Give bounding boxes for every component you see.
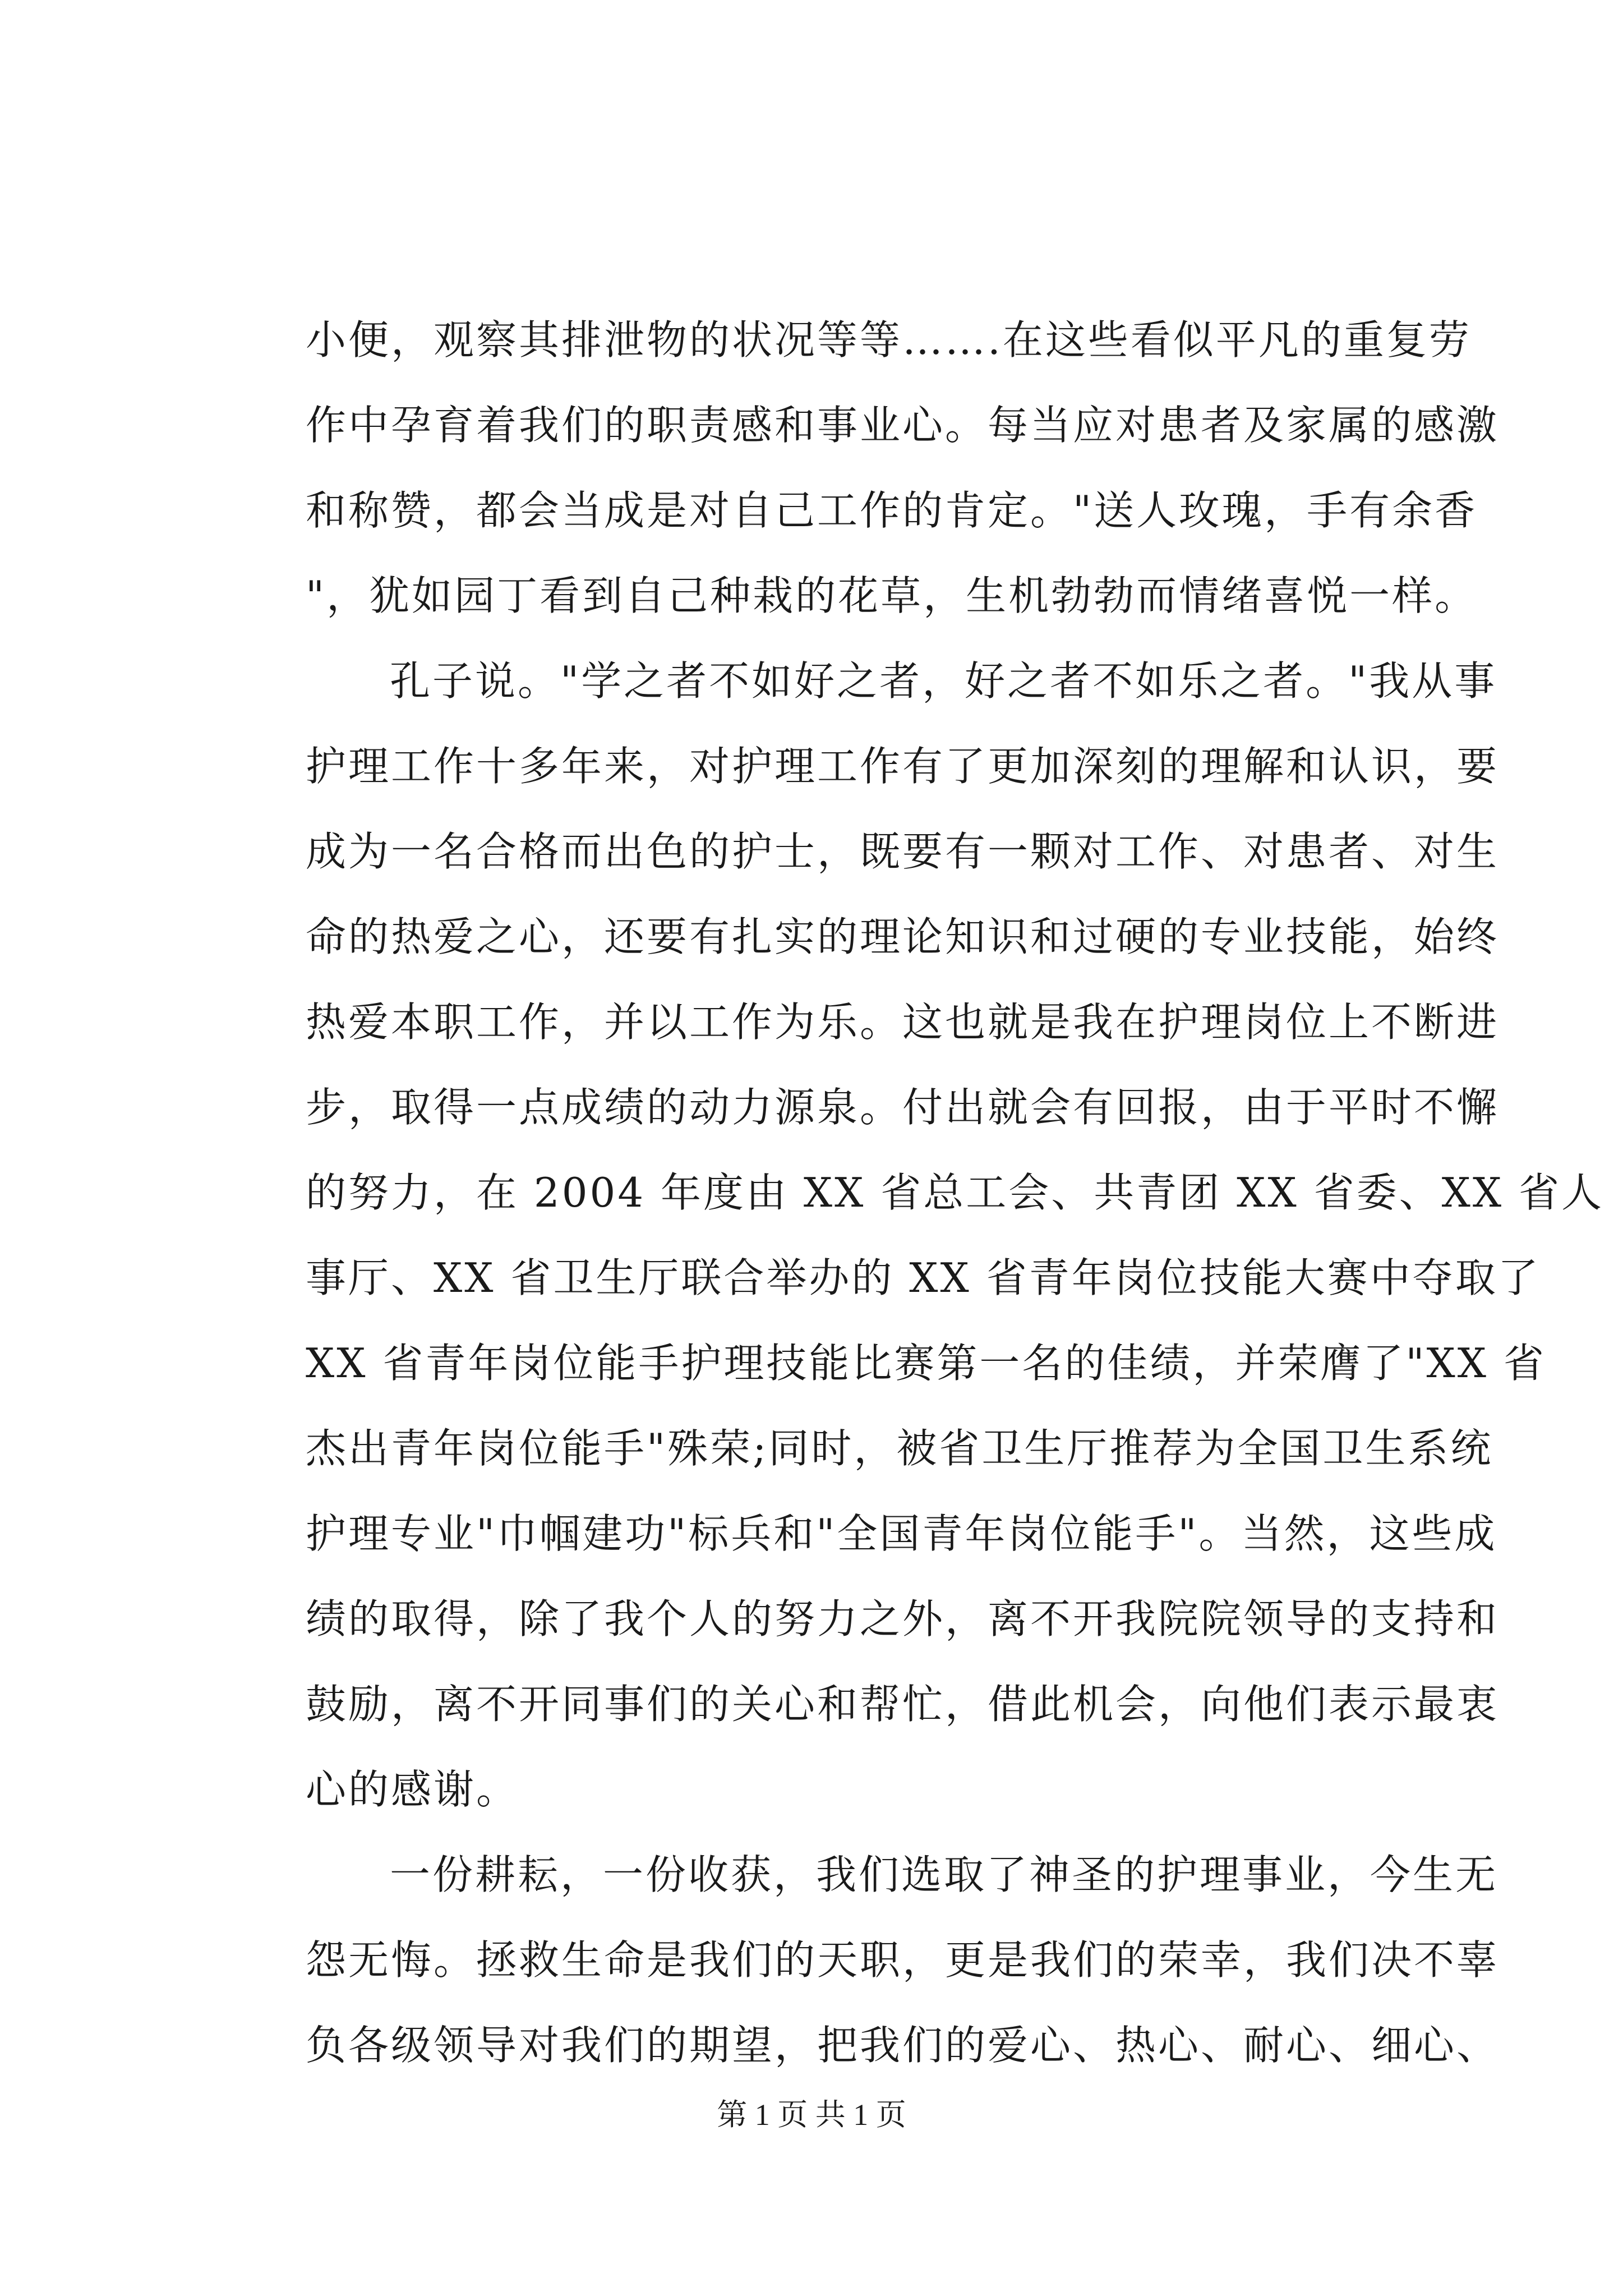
paragraph-2-line-4: 命的热爱之心，还要有扎实的理论知识和过硬的专业技能，始终 (306, 913, 1500, 960)
paragraph-3-line-3: 负各级领导对我们的期望，把我们的爱心、热心、耐心、细心、 (306, 2022, 1500, 2069)
paragraph-2-line-6: 步，取得一点成绩的动力源泉。付出就会有回报，由于平时不懈 (306, 1084, 1500, 1131)
paragraph-1-line-1: 小便，观察其排泄物的状况等等…….在这些看似平凡的重复劳 (306, 316, 1472, 364)
paragraph-2-line-10: 杰出青年岗位能手"殊荣;同时，被省卫生厅推荐为全国卫生系统 (306, 1425, 1493, 1472)
paragraph-1-line-2: 作中孕育着我们的职责感和事业心。每当应对患者及家属的感激 (306, 402, 1500, 449)
paragraph-2-line-11: 护理专业"巾帼建功"标兵和"全国青年岗位能手"。当然，这些成 (306, 1510, 1497, 1557)
paragraph-2-line-12: 绩的取得，除了我个人的努力之外，离不开我院院领导的支持和 (306, 1595, 1500, 1642)
paragraph-3-line-2: 怨无悔。拯救生命是我们的天职，更是我们的荣幸，我们决不辜 (306, 1936, 1500, 1984)
paragraph-2-line-2: 护理工作十多年来，对护理工作有了更加深刻的理解和认识，要 (306, 743, 1500, 790)
paragraph-2-line-14: 心的感谢。 (306, 1766, 519, 1813)
paragraph-2-line-8: 事厅、XX 省卫生厅联合举办的 XX 省青年岗位技能大赛中夺取了 (306, 1254, 1541, 1301)
page-footer (0, 2095, 1623, 2134)
paragraph-1-line-4: "，犹如园丁看到自己种栽的花草，生机勃勃而情绪喜悦一样。 (306, 572, 1478, 619)
body-text (306, 297, 1604, 2088)
paragraph-2-line-13: 鼓励，离不开同事们的关心和帮忙，借此机会，向他们表示最衷 (306, 1681, 1500, 1728)
page-number-label: 第 1 页 共 1 页 (717, 2098, 906, 2132)
paragraph-3-line-1: 一份耕耘，一份收获，我们选取了神圣的护理事业，今生无 (390, 1851, 1498, 1898)
paragraph-1-line-3: 和称赞，都会当成是对自己工作的肯定。"送人玫瑰，手有余香 (306, 487, 1478, 534)
paragraph-2-line-9: XX 省青年岗位能手护理技能比赛第一名的佳绩，并荣膺了"XX 省 (306, 1340, 1546, 1387)
paragraph-2-line-5: 热爱本职工作，并以工作为乐。这也就是我在护理岗位上不断进 (306, 999, 1500, 1046)
paragraph-2-line-3: 成为一名合格而出色的护士，既要有一颗对工作、对患者、对生 (306, 828, 1500, 875)
paragraph-2-line-7: 的努力，在 2004 年度由 XX 省总工会、共青团 XX 省委、XX 省人 (306, 1169, 1604, 1216)
paragraph-2-line-1: 孔子说。"学之者不如好之者，好之者不如乐之者。"我从事 (390, 657, 1497, 705)
